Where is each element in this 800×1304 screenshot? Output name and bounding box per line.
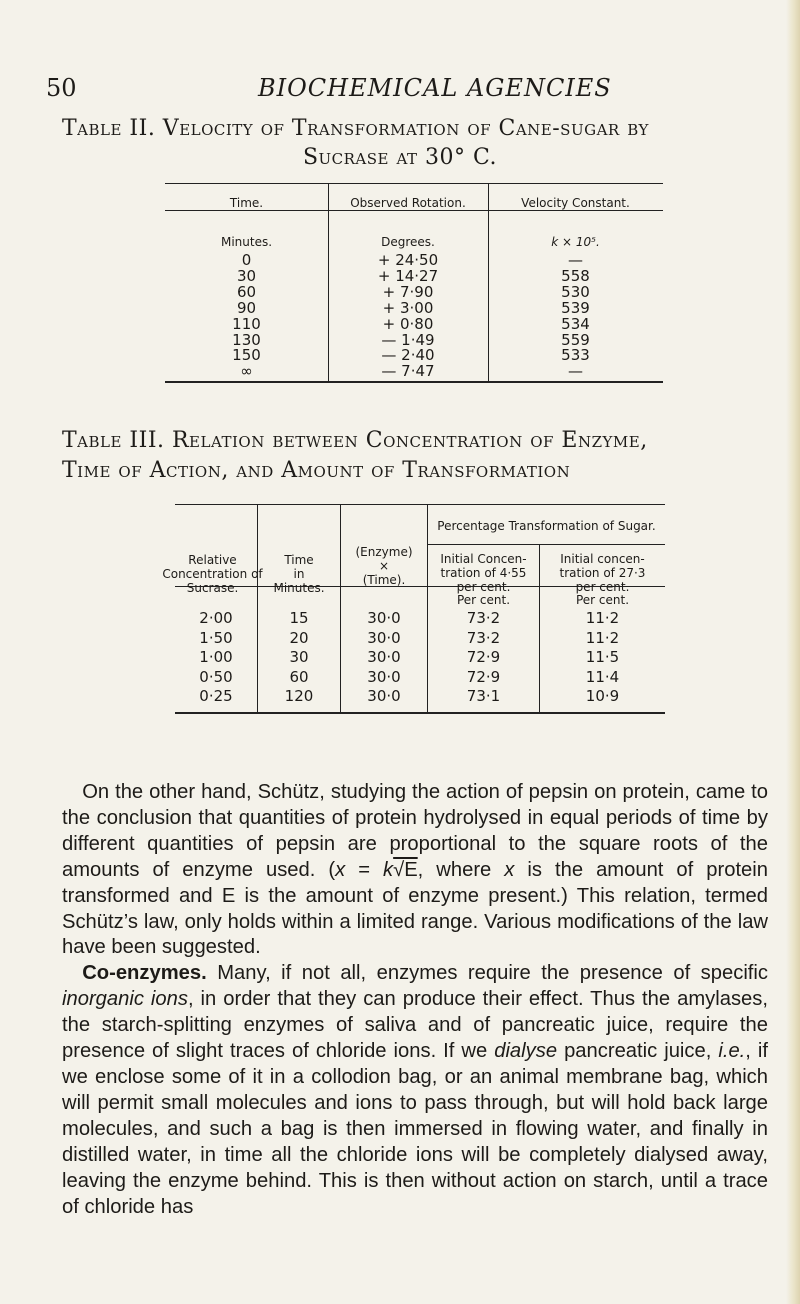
table3-col5-line3: per cent. — [575, 580, 630, 594]
table3-cell: 30·0 — [367, 609, 401, 627]
table2-caption-line2: Sucrase at 30° C. — [302, 145, 498, 170]
table2-unit-degrees: Degrees. — [381, 235, 435, 249]
table3-col-initial-27-3 — [540, 552, 665, 594]
p1-text-b: , where — [417, 858, 505, 881]
table2-cell: 110 — [232, 314, 261, 333]
table3-col4-line3: per cent. — [456, 580, 511, 594]
p2-text-a: Many, if not all, enzymes require the presence of specific — [206, 962, 768, 985]
table3-cell: 30·0 — [367, 648, 401, 666]
table3-col3-line2: × — [378, 559, 390, 573]
table2-cell: 539 — [561, 298, 590, 317]
table3-col-initial-4-55 — [428, 552, 539, 594]
table2-cell: — 7·47 — [381, 362, 435, 381]
table3-cell: 11·2 — [585, 628, 620, 647]
p1-text-c: is the amount of protein transformed and E is the amount of enzyme present.) This relation, termed Schütz’s law, only holds within a limited range. Various modifications of the law have been suggested. — [62, 858, 768, 959]
formula-x: x — [335, 858, 346, 881]
table2-caption-line1: Table II. Velocity of Transformation of Cane-sugar by — [62, 116, 649, 141]
table3-cell: 72·9 — [466, 648, 501, 666]
table2-cell: — — [568, 362, 583, 381]
table2-cell: 130 — [232, 330, 261, 349]
table2-cell: 150 — [232, 346, 261, 365]
page-number: 50 — [46, 74, 77, 102]
table2-top-rule — [165, 183, 663, 184]
table3-col5-line1: Initial concen- — [560, 552, 645, 566]
running-head: BIOCHEMICAL AGENCIES — [258, 74, 612, 102]
p1-italic-x: x — [504, 858, 515, 881]
table3-col-time — [258, 553, 340, 595]
table3-cell: 11·2 — [585, 609, 620, 627]
table2-cell: + 24·50 — [377, 251, 439, 269]
table3-cell: 30·0 — [367, 667, 401, 686]
p1-text-a: On the other hand, Schütz, studying the action of pepsin on protein, came to the conclusion that quantities of protein hydrolysed in equal periods of time by different quantities of pepsin are proportional to the square roots of the amounts of enzyme used. ( — [62, 781, 768, 881]
table3-cell: 1·00 — [199, 648, 233, 666]
table3-unit-percent-1: Per cent. — [456, 593, 511, 607]
table3-col4-line1: Initial Concen- — [440, 552, 527, 566]
table3-unit-percent-2: Per cent. — [575, 593, 630, 607]
table3-cell: 73·2 — [466, 628, 501, 647]
table3-cell: 60 — [289, 667, 309, 686]
table2-cell: — 1·49 — [381, 330, 435, 349]
table3-cell: 11·4 — [585, 667, 620, 686]
table3-cell: 15 — [289, 609, 309, 627]
p2-italic-ie: i.e. — [718, 1040, 746, 1063]
formula-equals: = — [345, 858, 384, 881]
table3-caption-line1: Table III. Relation between Concentration of Enzyme, — [62, 428, 648, 453]
table3-group-rule — [427, 544, 665, 545]
table2-cell: 0 — [241, 251, 252, 269]
table3-cell: 73·1 — [466, 687, 501, 705]
p2-text-d: , if we enclose some of it in a collodion bag, or an animal membrane bag, which will permit small molecules and ions to pass through, but will hold back large molecules, and such a bag is then immersed in flowing water, and finally in distilled water, in time all the chloride ions will be completely dialysed away, leaving the enzyme behind. This is then without action on starch, until a trace of chloride has — [62, 1040, 768, 1218]
table3-cell: 120 — [284, 687, 314, 705]
table3-cell: 30 — [289, 648, 309, 666]
p2-text-c: pancreatic juice, — [557, 1040, 719, 1063]
body-text — [62, 780, 768, 1220]
table3-caption-line2: Time of Action, and Amount of Transformation — [62, 458, 571, 483]
table3-col1-line3: Sucrase. — [186, 581, 239, 595]
table2-cell: — 2·40 — [381, 346, 435, 365]
table3-cell: 10·9 — [585, 687, 620, 705]
table2-cell: + 0·80 — [382, 314, 434, 333]
table3-cell: 20 — [289, 628, 309, 647]
table3-col2-line3: Minutes. — [273, 581, 325, 595]
table2-cell: — — [568, 251, 583, 269]
table2-cell: 60 — [236, 282, 257, 301]
table2-cell: 533 — [561, 346, 590, 365]
table3-cell: 0·25 — [199, 687, 233, 705]
formula-k: k — [383, 858, 394, 881]
table2-bottom-rule — [165, 381, 663, 383]
table3-cell: 72·9 — [466, 667, 501, 686]
table3-group-header: Percentage Transformation of Sugar. — [437, 519, 656, 533]
table3-col1-line2: Concentration of — [162, 567, 263, 581]
table2-cell: 530 — [561, 282, 590, 301]
coenzymes-heading: Co-enzymes. — [82, 962, 207, 985]
table3-col3-line1: (Enzyme) — [355, 545, 413, 559]
paragraph-schutz-law — [62, 780, 768, 961]
table3-col2-line1: Time — [284, 553, 314, 567]
table3-col1-line1: Relative — [188, 553, 237, 567]
p2-italic-inorganic-ions: inorganic ions — [62, 988, 188, 1011]
table2-cell: 90 — [236, 298, 257, 317]
table2-cell: + 7·90 — [382, 282, 434, 301]
table3-cell: 2·00 — [199, 609, 233, 627]
table3-col4-line2: tration of 4·55 — [440, 566, 527, 580]
table3-col2-line2: in — [293, 567, 305, 581]
table3-cell: 30·0 — [367, 628, 401, 647]
formula-root-e: √E — [393, 858, 418, 881]
paragraph-coenzymes — [62, 961, 768, 1220]
table2-cell: + 14·27 — [377, 266, 439, 285]
table3-col-relative-concentration — [160, 553, 265, 595]
table2-cell: 559 — [561, 330, 590, 349]
table2-cell: 534 — [561, 314, 590, 333]
table3-cell: 1·50 — [199, 628, 233, 647]
p2-text-b: , in order that they can produce their effect. Thus the amylases, the starch-splitting enzymes of saliva and of pancreatic juice, require the presence of slight traces of chloride ions. If we — [62, 988, 768, 1063]
table3-cell: 11·5 — [585, 648, 620, 666]
table2-col-velocity: Velocity Constant. — [521, 196, 630, 210]
table3-bottom-rule — [175, 712, 665, 714]
table3-col3-line3: (Time). — [362, 573, 406, 587]
table3-top-rule — [175, 504, 665, 505]
table2-col-time: Time. — [229, 196, 264, 210]
table2-cell: 558 — [561, 266, 590, 285]
table2-unit-minutes: Minutes. — [220, 235, 273, 249]
p2-italic-dialyse: dialyse — [494, 1040, 558, 1063]
table3-cell: 73·2 — [466, 609, 501, 627]
table3-col-enzyme-time — [341, 545, 427, 587]
table2-cell: + 3·00 — [382, 298, 434, 317]
page-edge — [786, 0, 800, 1304]
table3-cell: 30·0 — [367, 687, 401, 705]
table3-col5-line2: tration of 27·3 — [559, 566, 646, 580]
table2-col-rotation: Observed Rotation. — [350, 196, 466, 210]
table2-cell: 30 — [236, 266, 257, 285]
table3-cell: 0·50 — [199, 667, 233, 686]
table2-header-rule — [165, 210, 663, 211]
table2-cell: ∞ — [240, 362, 253, 381]
table2-unit-k: k × 10⁵. — [551, 235, 600, 249]
